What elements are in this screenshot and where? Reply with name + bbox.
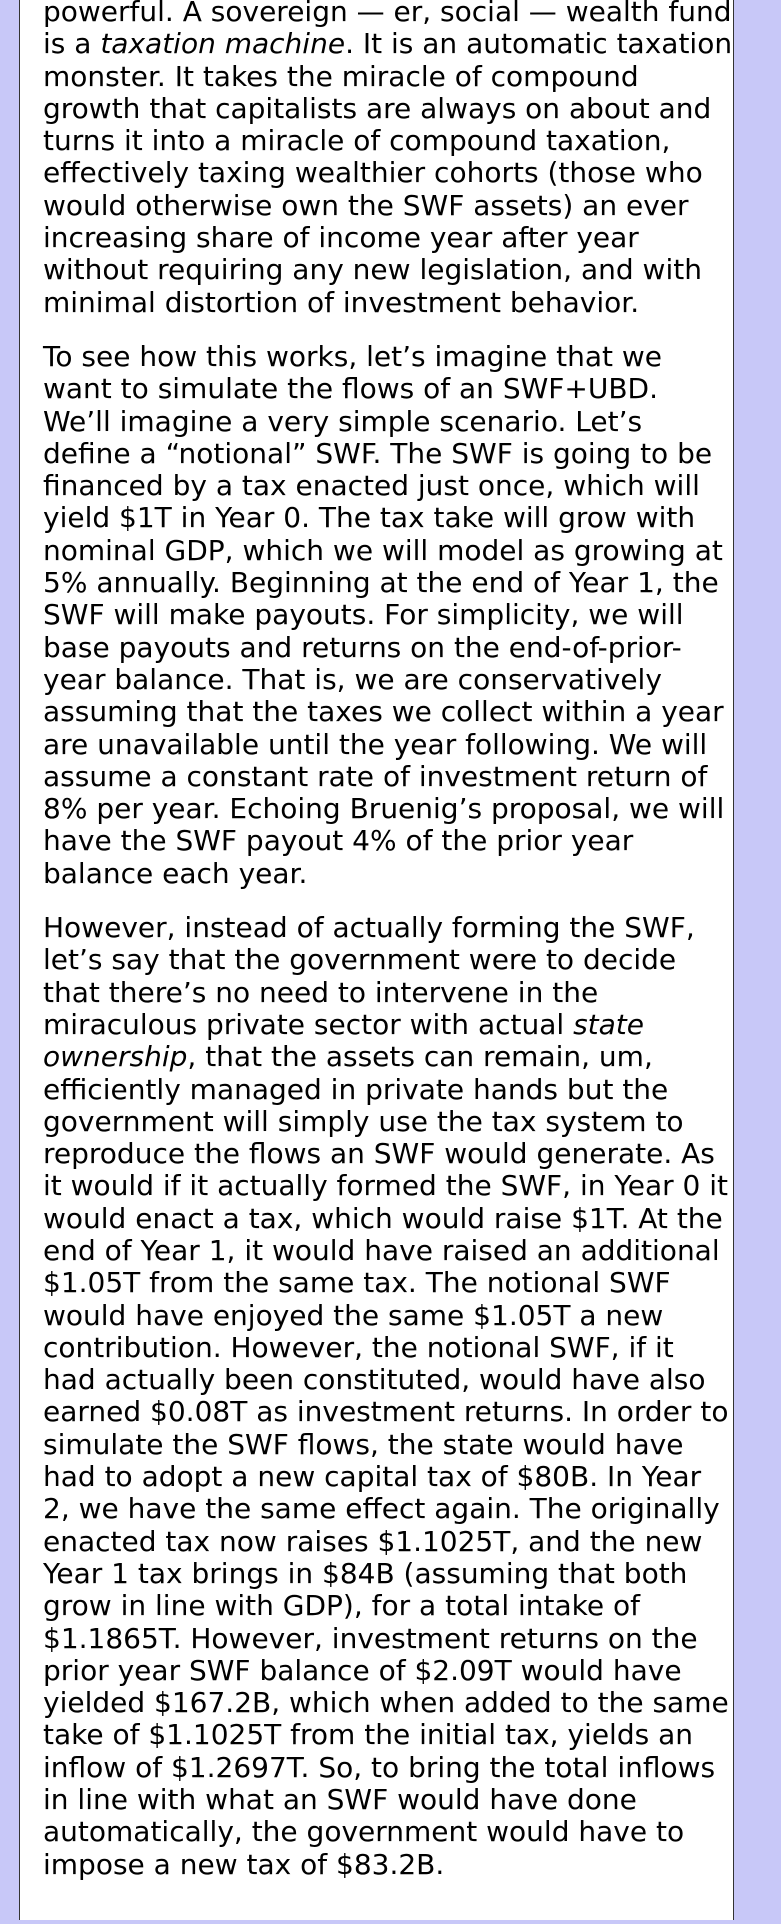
paragraph-1-text-b: . It is an automatic taxation monster. It takes the miracle of compound growth that capitalists are always on about and turns it into a miracle of compound taxation, effectively taxing wealthier cohorts (those who would otherwise own the SWF assets) an ever increasing share of income year after year without requiring any new legislation, and with minimal distortion of investment behavior. (43, 27, 733, 319)
paragraph-3-text-a: However, instead of actually forming the SWF, let’s say that the government were to decide that there’s no need to intervene in the miraculous private sector with actual (43, 911, 695, 1041)
article-body (43, 0, 733, 1903)
paragraph-3-text-b: , that the assets can remain, um, efficiently managed in private hands but the government will simply use the tax system to reproduce the flows an SWF would generate. As it would if it actually formed the SWF, in Year 0 it would enact a tax, which would raise $1T. At the end of Year 1, it would have raised an additional $1.05T from the same tax. The notional SWF would have enjoyed the same $1.05T a new contribution. However, the notional SWF, if it had actually been constituted, would have also earned $0.08T as investment returns. In order to simulate the SWF flows, the state would have had to adopt a new capital tax of $80B. In Year 2, we have the same effect again. The originally enacted tax now raises $1.1025T, and the new Year 1 tax brings in $84B (assuming that both grow in line with GDP), for a total intake of $1.1865T. However, investment returns on the prior year SWF balance of $2.09T would have yielded $167.2B, which when added to the same take of $1.1025T from the initial tax, yields an inflow of $1.2697T. So, to bring the total inflows in line with what an SWF would have done automatically, the government would have to impose a new tax of $83.2B. (43, 1040, 729, 1881)
paragraph-3-emphasis: state ownership (43, 1007, 644, 1074)
article-page (19, 0, 734, 1920)
paragraph-1 (43, 0, 733, 319)
paragraph-2-text: To see how this works, let’s imagine that we want to simulate the flows of an SWF+UBD. We’ll imagine a very simple scenario. Let’s define a “notional” SWF. The SWF is going to be financed by a tax enacted just once, which will yield $1T in Year 0. The tax take will grow with nominal GDP, which we will model as growing at 5% annually. Beginning at the end of Year 1, the SWF will make payouts. For simplicity, we will base payouts and returns on the end-of-prior-year balance. That is, we are conservatively assuming that the taxes we collect within a year are unavailable until the year following. We will assume a constant rate of investment return of 8% per year. Echoing Bruenig’s proposal, we will have the SWF payout 4% of the prior year balance each year. (43, 339, 725, 890)
paragraph-2 (43, 341, 733, 890)
paragraph-1-emphasis: taxation machine (100, 27, 346, 61)
paragraph-1-text-a: powerful. A sovereign — er, social — wealth fund is a (43, 0, 732, 61)
paragraph-3 (43, 912, 733, 1881)
